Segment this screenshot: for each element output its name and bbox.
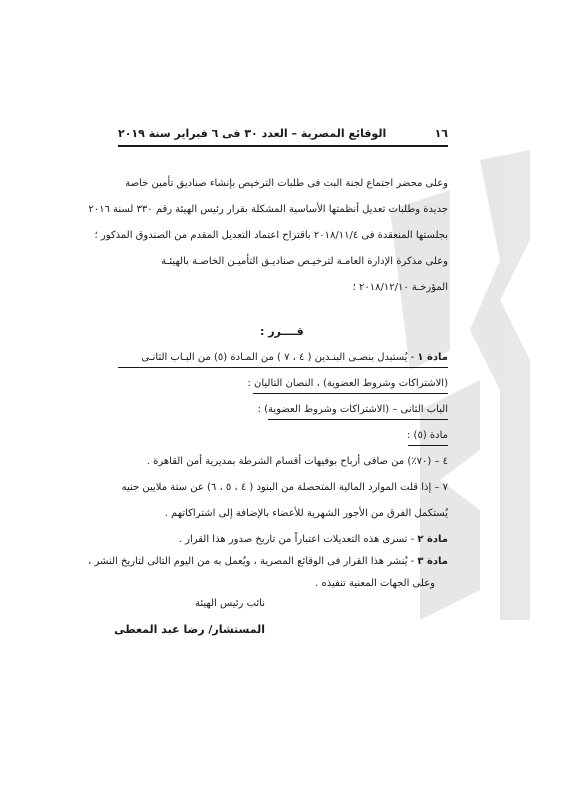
preamble-line: وعلى مذكرة الإدارة العامـة لترخيـص صناديـق التأميـن الخاصـة بالهيئـة [161,256,448,267]
section-title: الباب الثانى – (الاشتراكات وشروط العضوية) : [257,404,448,415]
underline [253,393,448,394]
signer-title: نائب رئيس الهيئة [195,598,265,609]
item-4: ٤ – (٧٠٪) من صافى أرباح بوفيهات أقسام الشرطة بمديرية أمن القاهرة . [146,456,448,467]
article-2 [179,533,448,547]
signer-name: المستشار/ رضا عبد المعطى [114,623,265,636]
article-3-label: مادة ٣ [417,556,448,567]
article-3-text: - يُنشر هذا القرار فى الوقائع المصرية ، ويُعمل به من اليوم التالى لتاريخ النشر ، [88,556,418,567]
preamble-line: بجلستها المنعقدة فى ٢٠١٨/١١/٤ باقتراح اعتماد التعديل المقدم من الصندوق المذكور ؛ [94,230,448,241]
article-2-text: - تسرى هذه التعديلات اعتباراً من تاريخ صدور هذا القرار . [178,534,418,545]
decision-heading: قــــرر : [260,325,304,338]
item-7-line1: ٧ – إذا قلت الموارد المالية المتحصلة من البنود ( ٤ ، ٥ ، ٦) عن ستة ملايين جنيه [121,482,448,493]
article-3 [88,555,448,569]
preamble-line: وعلى محضر اجتماع لجنة البت فى طلبات الترخيص بإنشاء صناديق تأمين خاصة [125,178,448,189]
article-1-line2: (الاشتراكات وشروط العضوية) ، النصان التاليان : [247,378,448,389]
article-2-label: مادة ٢ [417,534,448,545]
preamble-line: جديدة وطلبات تعديل أنظمتها الأساسية المشكلة بقرار رئيس الهيئة رقم ٣٣٠ لسنة ٢٠١٦ [88,204,448,215]
page-number: ١٦ [434,127,448,140]
article-1-label: مادة ١ [417,352,448,363]
article-1-text: - يُستبدل بنصـى البنـدين ( ٤ ، ٧ ) من المـادة (٥) من البـاب الثانـى [141,352,418,363]
article-1 [141,351,448,365]
underline [268,419,448,420]
article-5-label: مادة (٥) : [406,430,448,441]
preamble-line: المؤرخـة ٢٠١٨/١٢/١٠ ؛ [352,282,448,293]
page-header [118,125,448,147]
underline [118,367,448,368]
article-3-line2: وعلى الجهات المعنية تنفيذه . [315,578,435,589]
underline [408,445,448,446]
header-title: الوقائع المصرية – العدد ٣٠ فى ٦ فبراير سنة ٢٠١٩ [118,127,387,140]
item-7-line2: يُستكمل الفرق من الأجور الشهرية للأعضاء بالإضافة إلى اشتراكاتهم . [164,508,448,519]
